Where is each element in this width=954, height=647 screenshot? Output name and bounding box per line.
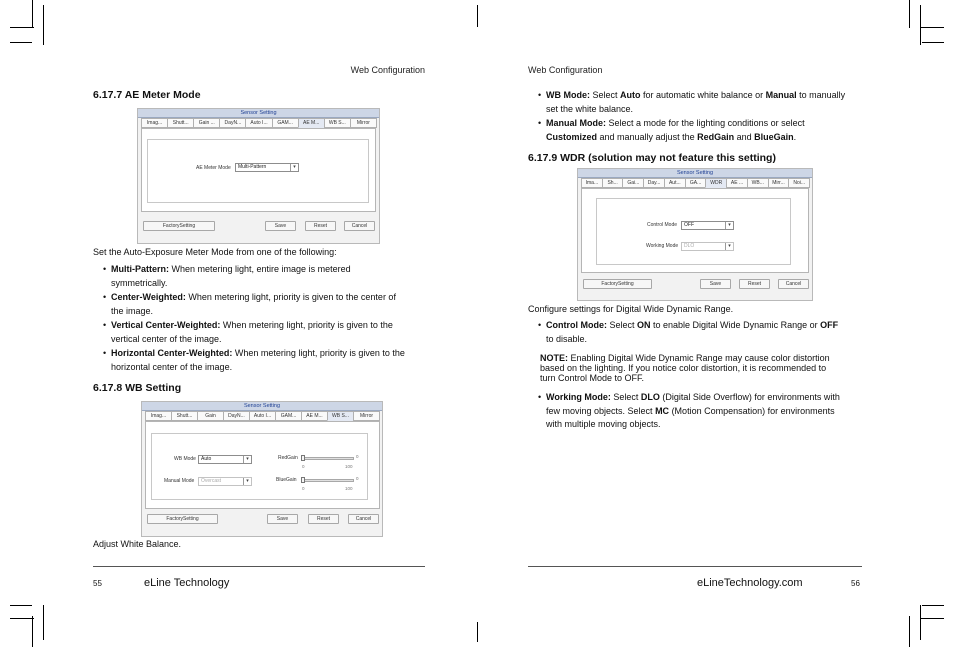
ae-meter-mode-select[interactable] xyxy=(235,163,299,172)
bullet-term: Center-Weighted: xyxy=(111,292,186,302)
dialog-tabs xyxy=(141,118,376,128)
bullet-term: Auto xyxy=(620,90,641,100)
bullet-text: to enable Digital Wide Dynamic Range or xyxy=(650,320,821,330)
tab-ae-meter[interactable]: AE M... xyxy=(301,411,328,421)
control-mode-bullet xyxy=(538,319,876,346)
bullet-text: and manually adjust the xyxy=(597,131,698,142)
note-text: based on the lighting. If you notice color distortion, it is recommended to xyxy=(540,363,827,373)
ae-intro-text: Set the Auto-Exposure Meter Mode from one of the following: xyxy=(93,247,337,257)
chevron-down-icon: ▾ xyxy=(725,243,733,250)
tab-wb-setting[interactable]: WB S... xyxy=(324,118,351,128)
section-title-wb-setting: 6.17.8 WB Setting xyxy=(93,382,182,394)
wb-mode-label: WB Mode xyxy=(174,456,196,462)
bullet-glyph: • xyxy=(103,264,107,274)
redgain-max-label: 100 xyxy=(345,464,353,469)
bluegain-value: 0 xyxy=(356,476,359,481)
bullet-text-cont: to disable. xyxy=(546,333,588,344)
bullet-term: MC xyxy=(655,405,670,416)
dialog-tabs xyxy=(145,411,379,421)
tab-wb-setting[interactable]: WB... xyxy=(747,178,769,188)
crop-mark xyxy=(10,42,32,43)
tab-shutter[interactable]: Shutt... xyxy=(171,411,198,421)
bullet-term: Working Mode: xyxy=(546,392,611,402)
tab-ae-meter[interactable]: AE ... xyxy=(726,178,748,188)
settings-group xyxy=(596,198,791,265)
manual-mode-select[interactable] xyxy=(198,477,252,486)
crop-mark xyxy=(10,618,34,619)
bullet-text: When metering light, priority is given to the xyxy=(220,320,393,330)
tab-wb-setting[interactable]: WB S... xyxy=(327,411,354,421)
bullet-term: OFF xyxy=(820,320,839,330)
bullet-term: Control Mode: xyxy=(546,320,607,330)
bullet-text: When metering light, priority is given to the center of xyxy=(185,292,396,302)
reset-button[interactable]: Reset xyxy=(305,221,336,231)
crop-mark xyxy=(922,42,944,43)
bullet-glyph: • xyxy=(103,348,107,358)
reset-button[interactable]: Reset xyxy=(739,279,770,289)
crop-mark xyxy=(10,27,34,28)
tab-noise[interactable]: Noi... xyxy=(788,178,810,188)
right-page-header: Web Configuration xyxy=(528,65,603,75)
bullet-text: Select xyxy=(590,90,621,100)
dialog-title: Sensor Setting xyxy=(578,169,812,178)
tab-mirror[interactable]: Mirror xyxy=(353,411,380,421)
bullet-term: BlueGain xyxy=(754,131,794,142)
factory-setting-button[interactable]: FactorySetting xyxy=(147,514,218,524)
tab-daynight[interactable]: Day... xyxy=(643,178,665,188)
crop-mark xyxy=(43,5,44,45)
bullet-text-cont: with multiple moving objects. xyxy=(546,419,661,429)
factory-setting-button[interactable]: FactorySetting xyxy=(143,221,215,231)
bluegain-max-label: 100 xyxy=(345,486,353,491)
redgain-label: RedGain xyxy=(278,455,298,461)
dialog-title: Sensor Setting xyxy=(138,109,379,118)
wdr-intro-text: Configure settings for Digital Wide Dynamic Range. xyxy=(528,304,734,314)
control-mode-label: Control Mode xyxy=(647,222,678,228)
bullet-term: Multi-Pattern: xyxy=(111,264,169,274)
ae-bullet-vertical-center-weighted xyxy=(103,319,441,346)
redgain-value: 0 xyxy=(356,454,359,459)
working-mode-bullet xyxy=(538,391,876,432)
crop-mark xyxy=(10,605,32,606)
tab-gamma[interactable]: GAM... xyxy=(275,411,302,421)
tab-mirror[interactable]: Mirr... xyxy=(768,178,790,188)
redgain-slider-handle[interactable] xyxy=(301,455,305,461)
right-page-number: 56 xyxy=(851,579,860,588)
ae-meter-mode-label: AE Meter Mode xyxy=(196,165,231,171)
crop-mark xyxy=(920,618,944,619)
section-title-ae-meter: 6.17.7 AE Meter Mode xyxy=(93,89,201,101)
working-mode-label: Working Mode xyxy=(646,243,679,249)
tab-auto-iris[interactable]: Auto I... xyxy=(245,118,272,128)
crop-mark xyxy=(920,5,921,45)
wb-mode-select[interactable] xyxy=(198,455,252,464)
bullet-glyph: • xyxy=(103,292,107,302)
left-page-number: 55 xyxy=(93,579,102,588)
manual-mode-value: Overcast xyxy=(201,478,222,484)
bullet-text: for automatic white balance or xyxy=(640,90,766,100)
save-button[interactable]: Save xyxy=(265,221,296,231)
manual-mode-bullet xyxy=(538,117,876,144)
bullet-text: (Digital Side Overflow) for environments with xyxy=(659,392,840,402)
bullet-text: and xyxy=(734,131,755,142)
ae-sensor-setting-dialog xyxy=(137,108,380,244)
bullet-text: (Motion Compensation) for environments xyxy=(669,405,835,416)
crop-mark xyxy=(477,622,478,642)
tab-gain[interactable]: Gai... xyxy=(622,178,644,188)
control-mode-value: OFF xyxy=(684,222,694,228)
bullet-text: to manually xyxy=(796,90,846,100)
bullet-term: ON xyxy=(637,320,651,330)
ae-bullet-center-weighted xyxy=(103,291,441,318)
dialog-title: Sensor Setting xyxy=(142,402,382,411)
bluegain-slider-track[interactable] xyxy=(302,479,354,482)
bullet-term: WB Mode: xyxy=(546,90,590,100)
cancel-button[interactable]: Cancel xyxy=(778,279,809,289)
chevron-down-icon: ▾ xyxy=(243,478,251,485)
bullet-text-cont: set the white balance. xyxy=(546,103,634,114)
bluegain-min-label: 0 xyxy=(302,486,305,491)
bullet-term: Manual Mode: xyxy=(546,118,606,128)
bullet-text: . xyxy=(793,131,797,142)
chevron-down-icon: ▾ xyxy=(243,456,251,463)
wb-sensor-setting-dialog xyxy=(141,401,383,537)
left-page-header: Web Configuration xyxy=(350,65,425,75)
working-mode-select[interactable] xyxy=(681,242,734,251)
redgain-min-label: 0 xyxy=(302,464,305,469)
save-button[interactable]: Save xyxy=(700,279,731,289)
tab-gain[interactable]: Gain xyxy=(197,411,224,421)
crop-mark xyxy=(477,5,478,27)
section-title-wdr: 6.17.9 WDR (solution may not feature this setting) xyxy=(528,152,776,164)
tab-gain[interactable]: Gain ... xyxy=(193,118,220,128)
bullet-text: Select xyxy=(607,320,638,330)
crop-mark xyxy=(920,27,944,28)
tab-auto-iris[interactable]: Aut... xyxy=(664,178,686,188)
crop-mark xyxy=(43,605,44,640)
bullet-text: few moving objects. Select xyxy=(546,405,656,416)
dialog-tabs xyxy=(581,178,809,188)
bullet-text-cont: the image. xyxy=(111,305,154,316)
tab-ae-meter[interactable]: AE M... xyxy=(298,118,325,128)
bullet-text-cont: horizontal center of the image. xyxy=(111,361,233,372)
note-term: NOTE: xyxy=(540,353,568,363)
chevron-down-icon: ▾ xyxy=(290,164,298,171)
crop-mark xyxy=(32,0,33,28)
chevron-down-icon: ▾ xyxy=(725,222,733,229)
tab-shutter[interactable]: Sh... xyxy=(602,178,624,188)
tab-auto-iris[interactable]: Auto I... xyxy=(249,411,276,421)
ae-bullet-horizontal-center-weighted xyxy=(103,347,441,374)
right-footer-text: eLineTechnology.com xyxy=(697,577,803,589)
crop-mark xyxy=(920,605,921,640)
bullet-term: Manual xyxy=(765,90,797,100)
bullet-glyph: • xyxy=(103,320,107,330)
tab-shutter[interactable]: Shutt... xyxy=(167,118,194,128)
wdr-note xyxy=(540,353,870,383)
tab-gamma[interactable]: GA... xyxy=(685,178,707,188)
note-text: turn Control Mode to OFF. xyxy=(540,373,645,383)
bullet-glyph: • xyxy=(538,392,542,402)
bullet-text-cont: vertical center of the image. xyxy=(111,333,222,344)
bullet-text: Select xyxy=(610,392,641,402)
bullet-text: When metering light, priority is given to the xyxy=(232,348,405,358)
dialog-panel xyxy=(145,421,380,509)
tab-image[interactable]: Ima... xyxy=(581,178,603,188)
note-text: Enabling Digital Wide Dynamic Range may cause color distortion xyxy=(568,353,830,363)
crop-mark xyxy=(922,605,944,606)
wdr-sensor-setting-dialog xyxy=(577,168,813,301)
bluegain-label: BlueGain xyxy=(276,477,297,483)
crop-mark xyxy=(909,0,910,28)
dialog-panel xyxy=(581,188,809,273)
settings-group xyxy=(151,433,368,500)
tab-wdr[interactable]: WDR xyxy=(705,178,727,188)
dialog-panel xyxy=(141,128,376,212)
tab-gamma[interactable]: GAM... xyxy=(272,118,299,128)
working-mode-value: DLO xyxy=(684,243,695,249)
ae-bullet-multi-pattern xyxy=(103,263,441,290)
bullet-text: Select a mode for the lighting conditions or select xyxy=(606,118,805,128)
redgain-slider-track[interactable] xyxy=(302,457,354,460)
tab-daynight[interactable]: DayN... xyxy=(223,411,250,421)
bullet-glyph: • xyxy=(538,320,542,330)
bullet-text: When metering light, entire image is metered xyxy=(169,264,351,274)
manual-mode-label: Manual Mode xyxy=(164,478,195,484)
reset-button[interactable]: Reset xyxy=(308,514,339,524)
wb-mode-value: Auto xyxy=(201,456,212,462)
ae-meter-mode-value: Multi-Pattern xyxy=(238,164,267,170)
bullet-term: Horizontal Center-Weighted: xyxy=(111,348,233,358)
crop-mark xyxy=(909,616,910,647)
bluegain-slider-handle[interactable] xyxy=(301,477,305,483)
tab-image[interactable]: Imag... xyxy=(141,118,168,128)
tab-daynight[interactable]: DayN... xyxy=(219,118,246,128)
bullet-term: DLO xyxy=(640,392,660,402)
wb-mode-bullet xyxy=(538,89,876,116)
bullet-term: Customized xyxy=(546,131,598,142)
bullet-term: RedGain xyxy=(697,131,735,142)
tab-image[interactable]: Imag... xyxy=(145,411,172,421)
tab-mirror[interactable]: Mirror xyxy=(350,118,377,128)
cancel-button[interactable]: Cancel xyxy=(348,514,379,524)
control-mode-select[interactable] xyxy=(681,221,734,230)
left-footer-rule xyxy=(93,566,425,567)
crop-mark xyxy=(32,616,33,647)
save-button[interactable]: Save xyxy=(267,514,298,524)
cancel-button[interactable]: Cancel xyxy=(344,221,375,231)
bullet-glyph: • xyxy=(538,90,542,100)
left-footer-text: eLine Technology xyxy=(144,577,230,589)
bullet-term: Vertical Center-Weighted: xyxy=(111,320,221,330)
right-footer-rule xyxy=(528,566,862,567)
settings-group xyxy=(147,139,369,203)
bullet-glyph: • xyxy=(538,118,542,128)
bullet-text-cont: symmetrically. xyxy=(111,277,168,288)
wb-caption: Adjust White Balance. xyxy=(93,539,182,549)
factory-setting-button[interactable]: FactorySetting xyxy=(583,279,652,289)
